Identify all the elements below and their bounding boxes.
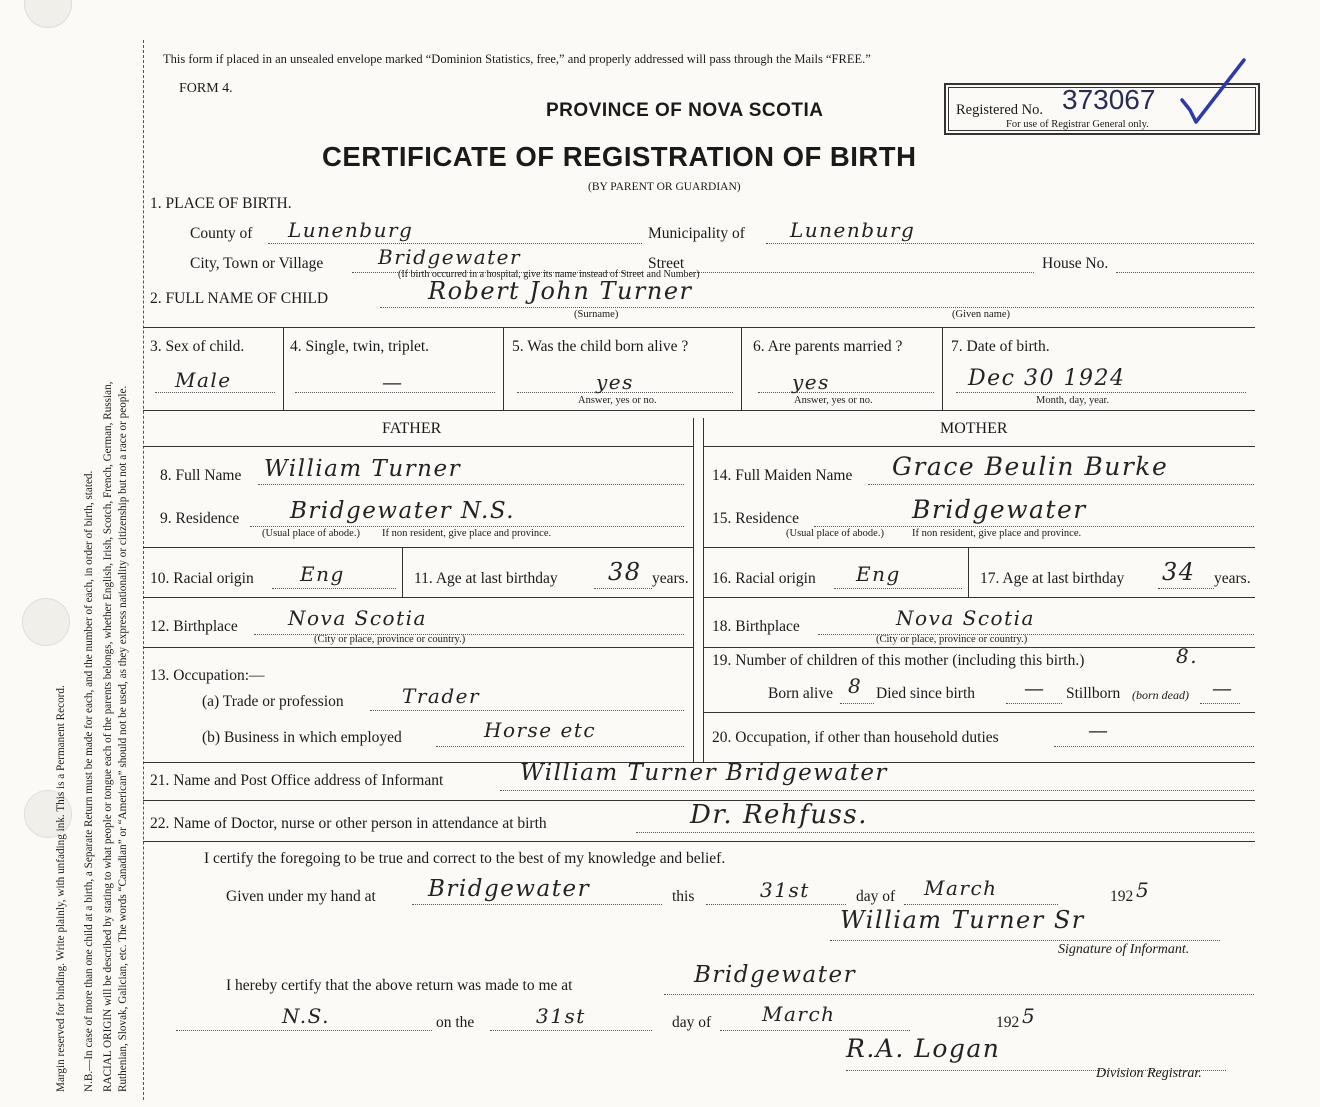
city-value: Bridgewater <box>378 245 522 269</box>
father-age-label: 11. Age at last birthday <box>414 570 558 587</box>
given-this-label: this <box>672 888 695 905</box>
born-alive-label: Born alive <box>768 685 833 702</box>
binding-hole-top <box>24 0 72 28</box>
registrar-province-value: N.S. <box>282 1004 330 1028</box>
mother-residence-label: 15. Residence <box>712 510 799 527</box>
margin-perforation <box>143 40 144 1100</box>
informant-signature: William Turner Sr <box>840 906 1085 934</box>
dob-value: Dec 30 1924 <box>968 366 1126 391</box>
certification-statement: I certify the foregoing to be true and correct to the best of my knowledge and belief. <box>204 850 726 867</box>
informant-value: William Turner Bridgewater <box>520 760 888 786</box>
registrar-signature: R.A. Logan <box>846 1034 1001 1063</box>
city-label: City, Town or Village <box>190 255 324 272</box>
informant-label: 21. Name and Post Office address of Informant <box>150 772 444 789</box>
father-birthplace-label: 12. Birthplace <box>150 618 238 635</box>
father-trade-value: Trader <box>402 684 481 708</box>
given-label: Given under my hand at <box>226 888 376 905</box>
father-residence-label: 9. Residence <box>160 510 240 527</box>
stillborn-label: Stillborn <box>1066 685 1121 702</box>
margin-racial-note-1: RACIAL ORIGIN will be described by stating to what people or tongue each of the parents belongs, whether English, Irish, Scotch, French, German, Russian, <box>102 381 114 1092</box>
mother-heading: MOTHER <box>940 420 1008 437</box>
father-residence-note-b: If non resident, give place and province. <box>382 528 552 539</box>
mother-name-value: Grace Beulin Burke <box>892 452 1169 481</box>
province-heading: PROVINCE OF NOVA SCOTIA <box>546 100 824 121</box>
child-name-label: 2. FULL NAME OF CHILD <box>150 290 329 307</box>
municipality-label: Municipality of <box>648 225 745 242</box>
dob-label: 7. Date of birth. <box>951 338 1050 355</box>
father-heading: FATHER <box>382 420 442 437</box>
married-answer-note: Answer, yes or no. <box>794 395 873 406</box>
mother-residence-note-a: (Usual place of abode.) <box>786 528 884 539</box>
single-value: — <box>382 370 404 394</box>
mother-birthplace-value: Nova Scotia <box>896 606 1035 630</box>
municipality-value: Lunenburg <box>790 218 916 242</box>
father-residence-value: Bridgewater N.S. <box>290 498 516 524</box>
mail-notice: This form if placed in an unsealed envelope marked “Dominion Statistics, free,” and properly addressed will pass through the Mails “FREE.” <box>163 52 871 66</box>
binding-hole-middle <box>22 598 70 646</box>
registrar-day-value: 31st <box>536 1004 586 1028</box>
stillborn-note: (born dead) <box>1132 688 1189 702</box>
alive-label: 5. Was the child born alive ? <box>512 338 689 355</box>
father-name-value: William Turner <box>264 456 462 482</box>
margin-nb-note: N.B.—In case of more than one child at a birth, a Separate Return must be made for each, and the number of each, in order of birth, stated. <box>83 470 95 1092</box>
registrar-day-of-label: day of <box>672 1014 712 1031</box>
county-value: Lunenburg <box>288 218 414 242</box>
registered-label: Registered No. <box>956 102 1043 118</box>
street-label: Street <box>648 255 685 272</box>
mother-occupation-value: — <box>1088 718 1110 742</box>
stillborn-value: — <box>1212 676 1234 700</box>
died-label: Died since birth <box>876 685 976 702</box>
given-place-value: Bridgewater <box>428 876 591 902</box>
street-note: (If birth occurred in a hospital, give its name instead of Street and Number) <box>398 269 700 280</box>
registrar-place-value: Bridgewater <box>694 962 857 988</box>
registrar-year-prefix: 192 <box>996 1014 1020 1031</box>
place-of-birth-heading: 1. PLACE OF BIRTH. <box>150 195 292 212</box>
father-occupation-label: 13. Occupation:— <box>150 667 265 684</box>
mother-racial-label: 16. Racial origin <box>712 570 816 587</box>
doctor-value: Dr. Rehfuss. <box>690 800 868 830</box>
single-label: 4. Single, twin, triplet. <box>290 338 430 355</box>
mother-age-unit: years. <box>1214 570 1251 587</box>
sex-value: Male <box>175 368 232 392</box>
county-label: County of <box>190 225 253 242</box>
mother-name-label: 14. Full Maiden Name <box>712 467 853 484</box>
registered-number: 373067 <box>1062 84 1156 115</box>
informant-signature-caption: Signature of Informant. <box>1058 942 1190 957</box>
father-age-unit: years. <box>652 570 689 587</box>
mother-age-label: 17. Age at last birthday <box>980 570 1125 587</box>
margin-binding-note: Margin reserved for binding. Write plainly, with unfading ink. This is a Permanent Record. <box>55 685 67 1092</box>
mother-residence-note-b: If non resident, give place and province. <box>912 528 1082 539</box>
alive-value: yes <box>596 370 634 394</box>
father-business-label: (b) Business in which employed <box>202 729 402 746</box>
check-mark-icon <box>1174 52 1254 132</box>
margin-racial-note-2: Ruthenian, Slovak, Galician, etc. The words “Canadian” or “American” should not be used, as they express nationality or citizenship but not a race or people. <box>117 385 129 1092</box>
mother-birthplace-note: (City or place, province or country.) <box>876 634 1028 645</box>
registrar-statement: I hereby certify that the above return was made to me at <box>226 977 573 994</box>
father-birthplace-note: (City or place, province or country.) <box>314 634 466 645</box>
married-label: 6. Are parents married ? <box>753 338 903 355</box>
father-trade-label: (a) Trade or profession <box>202 693 344 710</box>
father-residence-note-a: (Usual place of abode.) <box>262 528 360 539</box>
father-racial-label: 10. Racial origin <box>150 570 254 587</box>
mother-birthplace-label: 18. Birthplace <box>712 618 800 635</box>
given-month-value: March <box>924 876 998 900</box>
registrar-month-value: March <box>762 1002 836 1026</box>
married-value: yes <box>792 370 830 394</box>
given-name-note: (Given name) <box>952 309 1011 320</box>
registrar-on-the-label: on the <box>436 1014 475 1031</box>
house-label: House No. <box>1042 255 1109 272</box>
mother-age-value: 34 <box>1162 558 1196 586</box>
died-value: — <box>1024 676 1046 700</box>
given-day-of-label: day of <box>856 888 896 905</box>
mother-occupation-label: 20. Occupation, if other than household duties <box>712 729 999 746</box>
doctor-label: 22. Name of Doctor, nurse or other person in attendance at birth <box>150 815 547 832</box>
child-name-value: Robert John Turner <box>428 277 693 305</box>
children-count-label: 19. Number of children of this mother (including this birth.) <box>712 652 1085 669</box>
certificate-title: CERTIFICATE OF REGISTRATION OF BIRTH <box>322 141 917 172</box>
certificate-subtitle: (BY PARENT OR GUARDIAN) <box>588 181 741 193</box>
registrar-year-value: 5 <box>1022 1004 1037 1028</box>
born-alive-value: 8 <box>848 674 863 698</box>
father-birthplace-value: Nova Scotia <box>288 606 427 630</box>
dob-note: Month, day, year. <box>1036 395 1110 406</box>
father-name-label: 8. Full Name <box>160 467 242 484</box>
registered-note: For use of Registrar General only. <box>1006 119 1149 130</box>
alive-answer-note: Answer, yes or no. <box>578 395 657 406</box>
mother-residence-value: Bridgewater <box>912 495 1087 524</box>
sex-label: 3. Sex of child. <box>150 338 245 355</box>
mother-racial-value: Eng <box>856 562 901 586</box>
given-year-value: 5 <box>1136 878 1151 902</box>
given-day-value: 31st <box>760 878 810 902</box>
given-year-prefix: 192 <box>1110 888 1134 905</box>
father-racial-value: Eng <box>300 562 345 586</box>
registrar-caption: Division Registrar. <box>1096 1066 1202 1081</box>
surname-note: (Surname) <box>574 309 619 320</box>
form-number: FORM 4. <box>179 81 233 96</box>
children-count-value: 8. <box>1176 644 1199 668</box>
father-business-value: Horse etc <box>484 718 597 742</box>
father-age-value: 38 <box>608 558 642 586</box>
